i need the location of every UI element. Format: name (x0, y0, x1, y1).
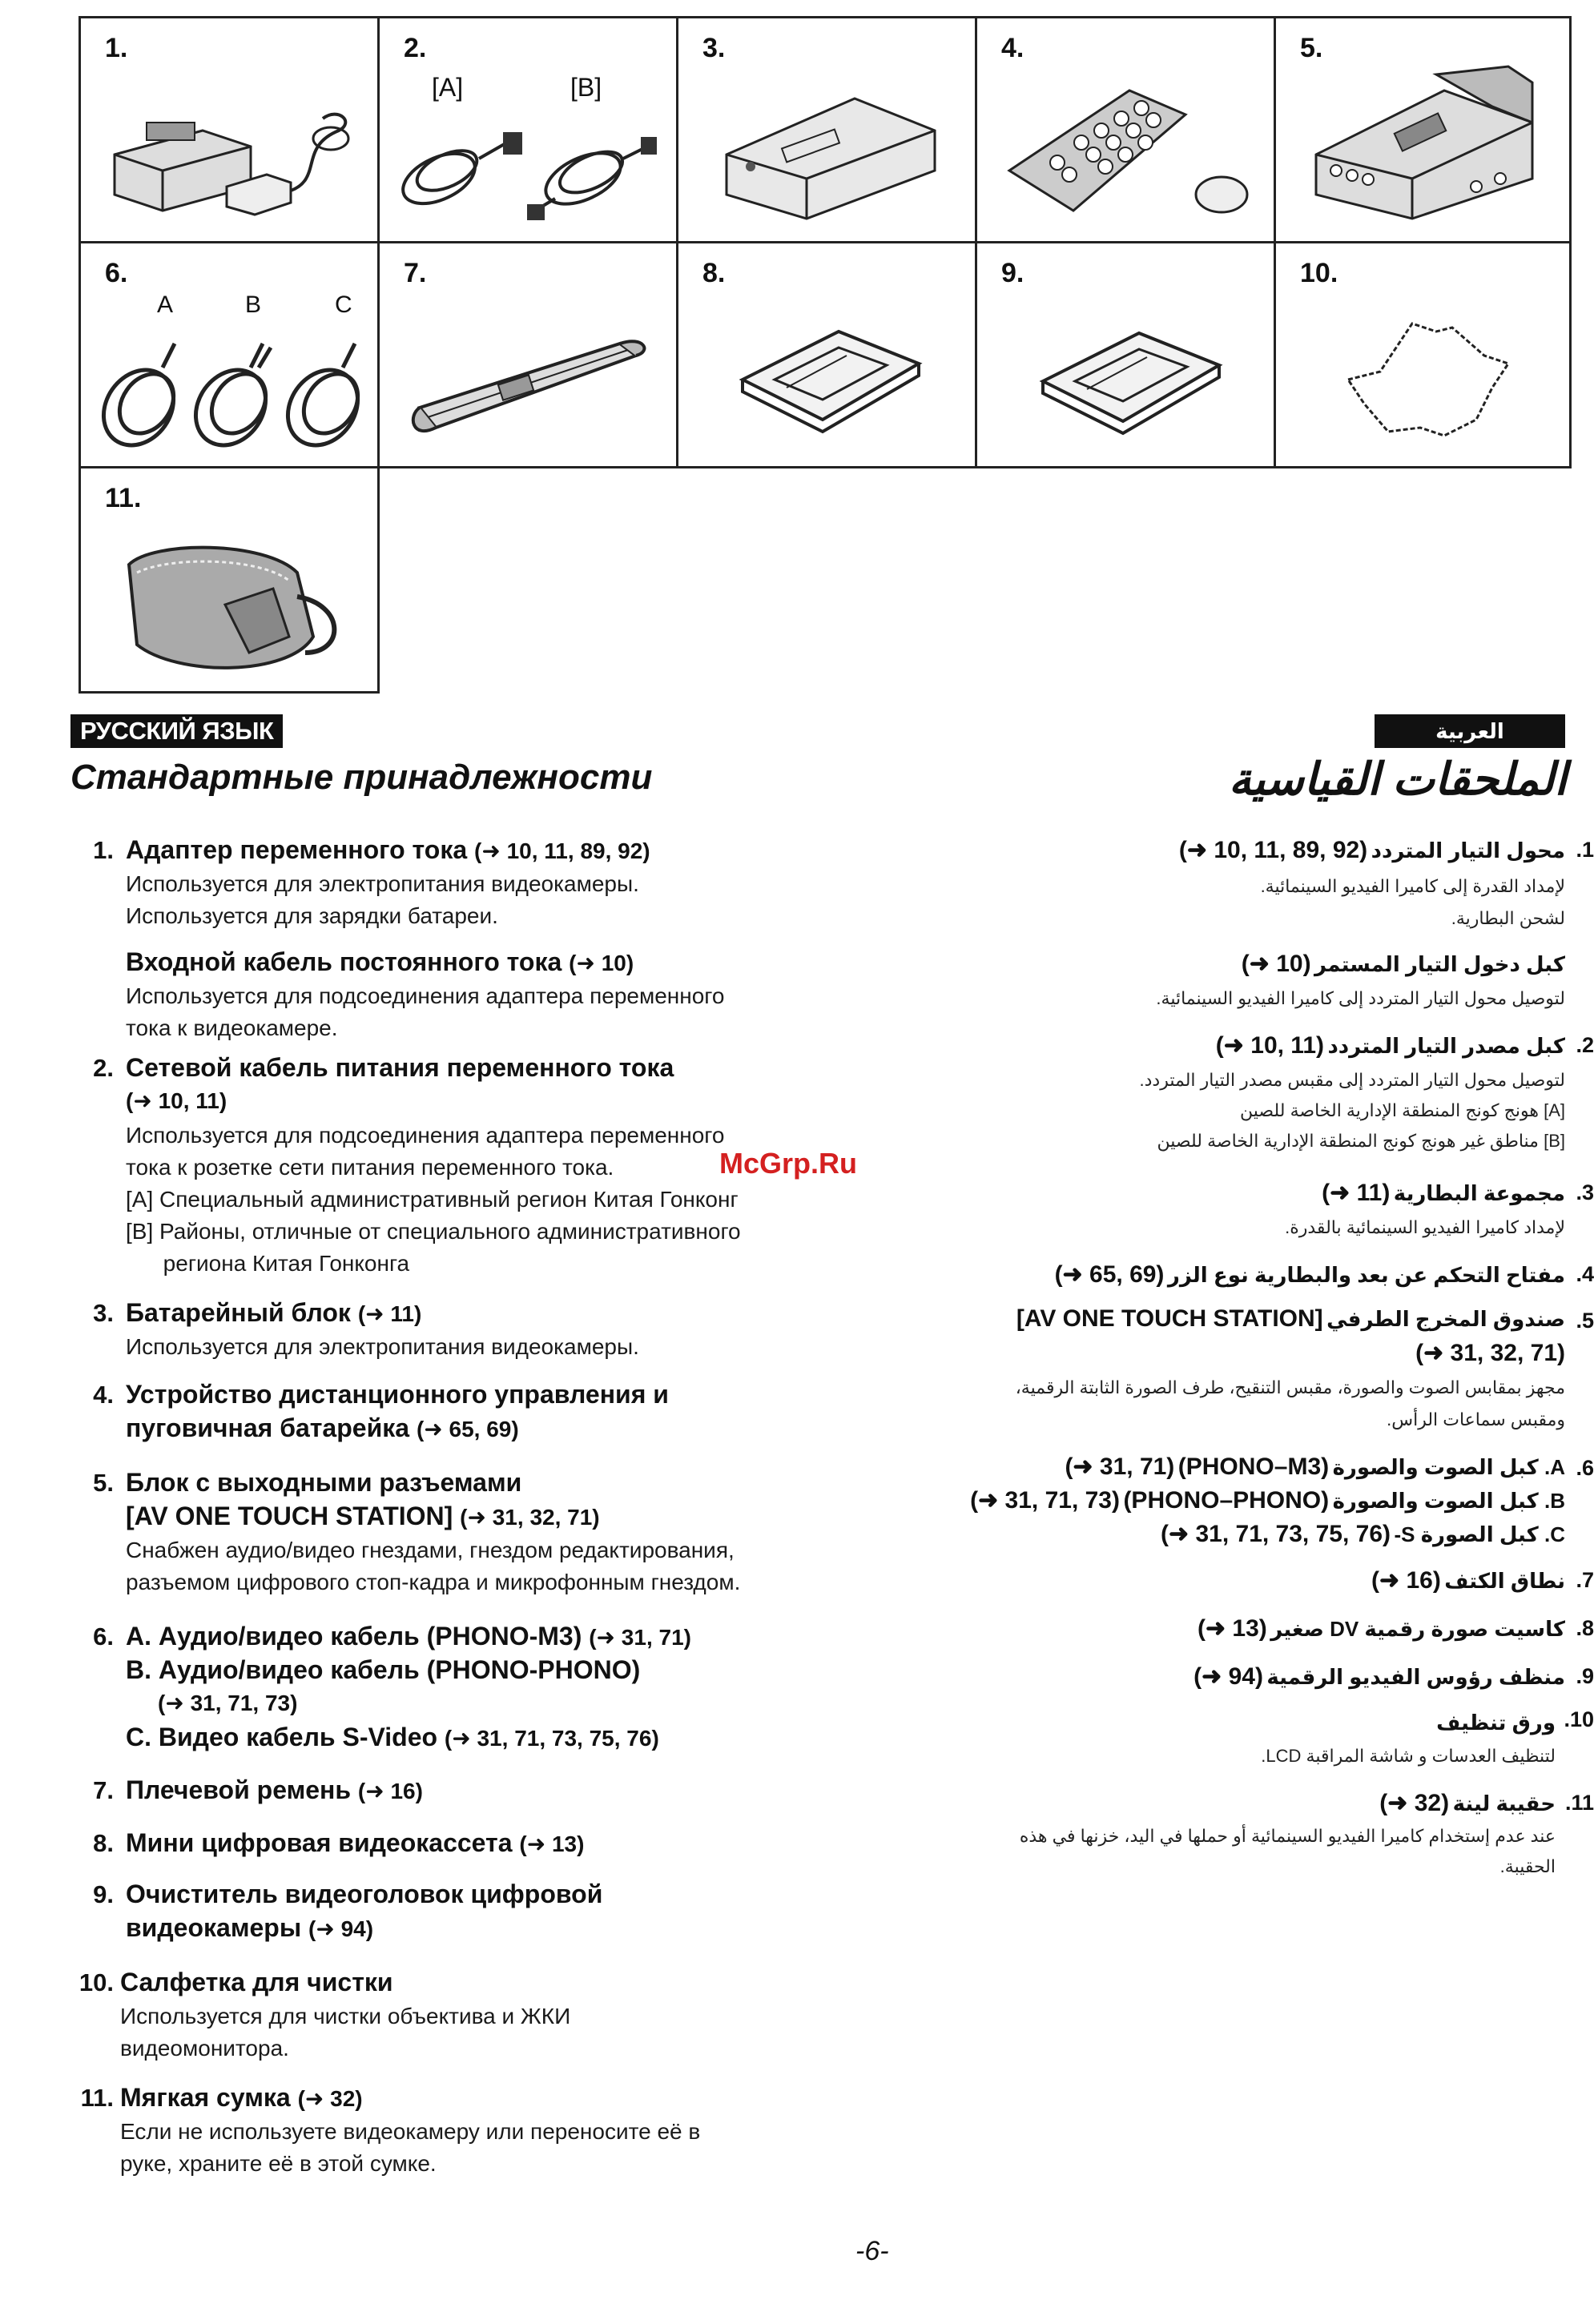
page-reference: (➜ 31, 71, 73) (158, 1691, 298, 1715)
item-desc: [B] مناطق غير هونج كونج المنطقة الإدارية الخاصة للصين (1157, 1131, 1565, 1151)
head-cleaner-icon (1027, 317, 1235, 445)
item-number: 6. (93, 1622, 114, 1651)
item-heading: محول التيار المتردد (➜ 10, 11, 89, 92) (1178, 837, 1565, 863)
page-reference: (➜ 13) (1197, 1615, 1267, 1642)
cell-shoulder-strap (377, 241, 678, 468)
item-heading: пуговичная батарейка (➜ 65, 69) (126, 1413, 519, 1442)
label-b: [B] (570, 73, 602, 102)
language-label-russian: РУССКИЙ ЯЗЫК (70, 714, 283, 748)
item-number: .10 (1564, 1707, 1594, 1731)
cell-ac-adaptor (78, 16, 380, 243)
item-desc: لتوصيل محول التيار المتردد إلى مقبس مصدر التيار المتردد. (1139, 1070, 1565, 1090)
item-heading: C. كبل الصورة S- (➜ 31, 71, 73, 75, 76) (1161, 1521, 1565, 1547)
item-number: .6 (1576, 1456, 1594, 1480)
item-heading: B. Аудио/видео кабель (PHONO-PHONO) (126, 1655, 641, 1684)
item-heading: ورق تنظيف (1436, 1711, 1556, 1735)
page-reference: (➜ 13) (519, 1831, 585, 1856)
cell-number: 1. (105, 33, 128, 63)
label-b: B (245, 292, 262, 318)
page-reference: (➜ 31, 71, 73, 75, 76) (444, 1726, 659, 1751)
item-heading: C. Видео кабель S-Video (➜ 31, 71, 73, 75, 76) (126, 1723, 659, 1751)
item-desc: لإمداد كاميرا الفيديو السينمائية بالقدرة. (1285, 1217, 1565, 1237)
item-number: 2. (93, 1054, 114, 1082)
cell-number: 2. (404, 33, 427, 63)
soft-case-icon (105, 525, 361, 685)
section-title-arabic: الملحقات القياسية (1228, 754, 1567, 804)
cell-head-cleaner (975, 241, 1276, 468)
item-desc: Используется для подсоединения адаптера переменного (126, 983, 725, 1008)
cell-number: 8. (702, 258, 726, 288)
item-heading: مجموعة البطارية (➜ 11) (1322, 1180, 1565, 1206)
cell-battery (676, 16, 977, 243)
page-reference: (➜ 11) (357, 1301, 422, 1326)
cell-number: 5. (1300, 33, 1323, 63)
page-reference: (➜ 10) (569, 951, 634, 975)
item-number: 11. (80, 2084, 114, 2112)
item-desc: لإمداد القدرة إلى كاميرا الفيديو السينمائية. (1260, 876, 1565, 896)
item-heading: كاسيت صورة رقمية DV صغير (➜ 13) (1197, 1615, 1565, 1642)
item-desc: тока к видеокамере. (126, 1015, 338, 1040)
item-heading: كبل دخول التيار المستمر (➜ 10) (1241, 951, 1565, 977)
item-desc: مجهز بمقابس الصوت والصورة، مقبس التنقيح، طرف الصورة الثابتة الرقمية، (1015, 1377, 1565, 1397)
page-reference: (➜ 31, 71) (589, 1625, 691, 1650)
item-heading: صندوق المخرج الطرفي [AV ONE TOUCH STATION] (1016, 1305, 1565, 1332)
item-number: .3 (1576, 1180, 1594, 1204)
page-reference: (➜ 32) (1379, 1790, 1450, 1816)
item-desc: Используется для подсоединения адаптера переменного (126, 1123, 725, 1148)
item-heading: видеокамеры (➜ 94) (126, 1913, 374, 1942)
item-heading: حقيبة لينة (➜ 32) (1379, 1790, 1556, 1816)
cleaning-cloth-icon (1332, 308, 1524, 452)
item-desc: ومقبس سماعات الرأس. (1387, 1409, 1565, 1429)
cell-number: 10. (1300, 258, 1338, 288)
item-desc: Снабжен аудио/видео гнездами, гнездом редактирования, (126, 1538, 735, 1562)
item-desc: Используется для электропитания видеокамеры. (126, 1334, 639, 1359)
item-desc: الحقيبة. (1499, 1856, 1556, 1876)
page-reference: (➜ 94) (308, 1916, 374, 1941)
page-number: -6- (855, 2236, 889, 2266)
item-number: 4. (93, 1381, 114, 1409)
item-heading: Очиститель видеоголовок цифровой (126, 1880, 603, 1908)
watermark: McGrp.Ru (719, 1147, 858, 1180)
page-reference: (➜ 31, 32, 71) (1415, 1340, 1565, 1366)
dv-cassette-icon (727, 316, 935, 444)
ac-adaptor-icon (99, 99, 363, 227)
item-number: 7. (93, 1776, 114, 1804)
language-label-arabic: العربية (1375, 714, 1565, 748)
item-desc: لتوصيل محول التيار المتردد إلى كاميرا الفيديو السينمائية. (1156, 988, 1565, 1008)
item-number: 10. (78, 1968, 114, 1996)
item-desc: [A] Специальный административный регион Китая Гонконг (126, 1187, 739, 1212)
cell-number: 7. (404, 258, 427, 288)
page-reference: (➜ 31, 71, 73, 75, 76) (1161, 1521, 1391, 1547)
accessory-grid (78, 16, 1570, 694)
cell-av-cables (78, 241, 380, 468)
item-desc: руке, храните её в этой сумке. (120, 2151, 437, 2176)
av-station-icon (1300, 58, 1548, 227)
page-reference: (➜ 31, 71) (1065, 1454, 1175, 1480)
item-heading: Сетевой кабель питания переменного тока (126, 1053, 674, 1082)
item-number: 8. (93, 1829, 114, 1857)
page-reference: (➜ 10, 11) (126, 1088, 227, 1113)
item-heading: Мягкая сумка (➜ 32) (120, 2083, 363, 2112)
item-desc: عند عدم إستخدام كاميرا الفيديو السينمائية أو حملها في اليد، خزنها في هذه (1019, 1826, 1556, 1846)
label-a: A (157, 292, 174, 318)
ac-cable-icon (391, 115, 663, 235)
item-desc: региона Китая Гонконга (126, 1251, 410, 1276)
item-desc: Используется для электропитания видеокамеры. (126, 871, 639, 896)
page-reference: (➜ 10) (1241, 951, 1311, 977)
item-number: .1 (1576, 838, 1594, 862)
section-title-russian: Стандартные принадлежности (70, 758, 653, 797)
cell-cleaning-cloth (1274, 241, 1572, 468)
label-a: [A] (432, 73, 464, 102)
cell-soft-case (78, 466, 380, 694)
item-desc: [B] Районы, отличные от специального административного (126, 1219, 741, 1244)
item-number: 9. (93, 1880, 114, 1908)
item-number: .8 (1576, 1616, 1594, 1640)
item-number: .2 (1576, 1033, 1594, 1057)
item-number: .11 (1564, 1791, 1594, 1815)
page-reference: (➜ 10, 11, 89, 92) (1178, 837, 1368, 863)
cell-ac-cable (377, 16, 678, 243)
page-reference: (➜ 32) (297, 2086, 363, 2111)
item-heading: Мини цифровая видеокассета (➜ 13) (126, 1828, 585, 1857)
item-number: 1. (93, 836, 114, 864)
page-reference: (➜ 31, 32, 71) (460, 1505, 600, 1530)
cell-number: 9. (1001, 258, 1024, 288)
page-reference: (➜ 94) (1193, 1663, 1263, 1690)
page-reference: (➜ 10, 11) (1215, 1032, 1325, 1059)
item-heading: Салфетка для чистки (120, 1968, 393, 1996)
item-heading: B. كبل الصوت والصورة (PHONO–PHONO) (➜ 31, 71, 73) (970, 1487, 1565, 1514)
page-reference: (➜ 16) (357, 1779, 423, 1803)
page-reference: (➜ 11) (1322, 1180, 1391, 1206)
cell-av-station (1274, 16, 1572, 243)
item-desc: разъемом цифрового стоп-кадра и микрофонным гнездом. (126, 1570, 741, 1594)
item-number: .4 (1576, 1262, 1594, 1286)
item-heading: A. كبل الصوت والصورة (PHONO–M3) (➜ 31, 71) (1065, 1454, 1565, 1480)
item-number: .5 (1576, 1309, 1594, 1333)
item-heading: مفتاح التحكم عن بعد والبطارية نوع الزر (➜ 65, 69) (1054, 1261, 1565, 1288)
item-number: 5. (93, 1469, 114, 1497)
item-desc: لتنظيف العدسات و شاشة المراقبة LCD. (1261, 1746, 1556, 1766)
item-desc: Используется для чистки объектива и ЖКИ (120, 2004, 571, 2028)
item-heading: منظف رؤوس الفيديو الرقمية (➜ 94) (1193, 1663, 1565, 1690)
item-heading (1415, 1339, 1565, 1367)
item-desc: Используется для зарядки батареи. (126, 903, 498, 928)
page-reference: (➜ 10, 11, 89, 92) (474, 838, 650, 863)
cell-dv-cassette (676, 241, 977, 468)
item-heading: كبل مصدر التيار المتردد (➜ 10, 11) (1215, 1032, 1565, 1059)
item-heading: Блок с выходными разъемами (126, 1468, 522, 1497)
item-heading: Адаптер переменного тока (➜ 10, 11, 89, 92) (126, 835, 650, 864)
battery-icon (710, 82, 951, 227)
item-number: .9 (1576, 1664, 1594, 1688)
remote-control-icon (993, 74, 1266, 235)
item-heading: نطاق الكتف (➜ 16) (1371, 1567, 1565, 1594)
item-heading: Батарейный блок (➜ 11) (126, 1298, 422, 1327)
item-desc: тока к розетке сети питания переменного тока. (126, 1155, 614, 1180)
item-heading: Плечевой ремень (➜ 16) (126, 1775, 423, 1804)
label-c: C (335, 292, 352, 318)
page-reference: (➜ 31, 71, 73) (970, 1487, 1120, 1514)
item-desc: Если не используете видеокамеру или переносите её в (120, 2119, 701, 2144)
item-heading: A. Аудио/видео кабель (PHONO-M3) (➜ 31, 71) (126, 1622, 691, 1651)
item-heading: Устройство дистанционного управления и (126, 1380, 669, 1409)
cell-number: 11. (105, 483, 142, 513)
item-desc: [A] هونج كونج المنطقة الإدارية الخاصة للصين (1240, 1100, 1565, 1120)
cell-number: 6. (105, 258, 128, 288)
cell-number: 3. (702, 33, 726, 63)
cell-number: 4. (1001, 33, 1024, 63)
av-cables-icon (91, 320, 371, 464)
item-heading: Входной кабель постоянного тока (➜ 10) (126, 947, 634, 976)
item-number: 3. (93, 1299, 114, 1327)
page-reference: (➜ 65, 69) (1054, 1261, 1165, 1288)
item-desc: видеомонитора. (120, 2036, 289, 2061)
page-reference: (➜ 16) (1371, 1567, 1441, 1594)
item-desc: لشحن البطارية. (1451, 908, 1565, 928)
item-number: .7 (1576, 1568, 1594, 1592)
item-heading: [AV ONE TOUCH STATION] (➜ 31, 32, 71) (126, 1502, 600, 1530)
page-reference: (➜ 65, 69) (416, 1417, 519, 1441)
shoulder-strap-icon (404, 320, 660, 448)
cell-remote (975, 16, 1276, 243)
